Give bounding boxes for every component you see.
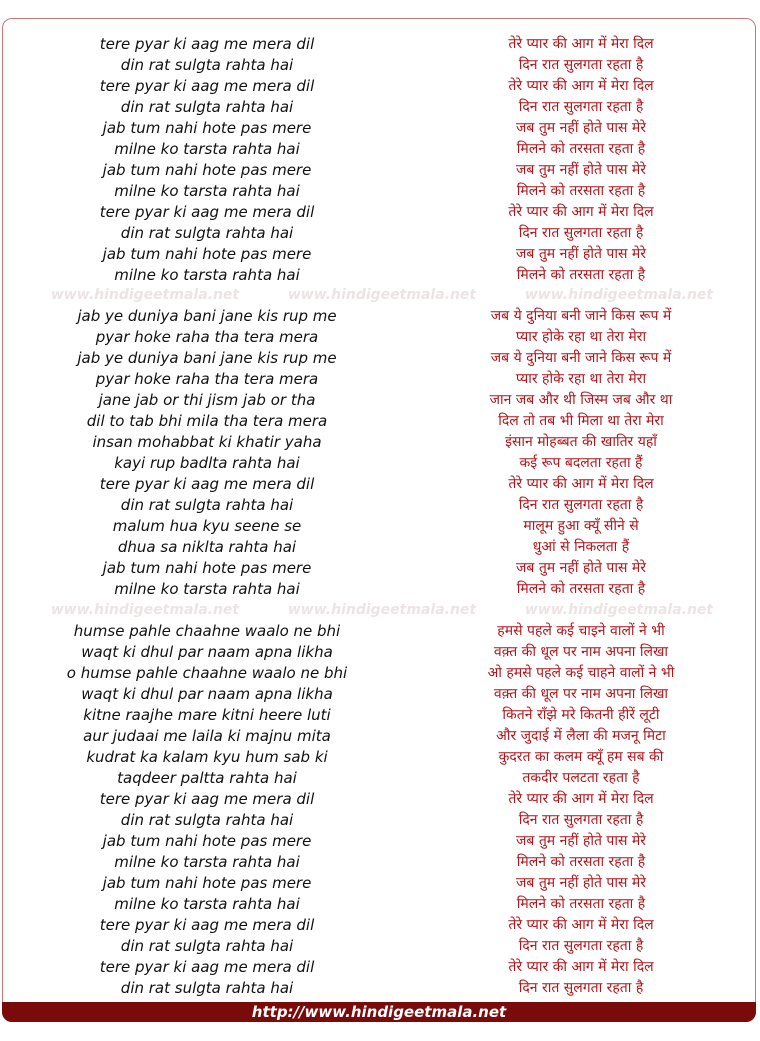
- lyric-roman: dhua sa niklta rahta hai: [117, 538, 297, 556]
- watermark-text: www.hindigeetmala.net: [524, 287, 714, 303]
- lyric-hindi: मिलने को तरसता रहता है: [516, 141, 646, 157]
- lyric-line: [0, 915, 760, 936]
- lyric-line: [0, 768, 760, 789]
- lyric-roman: milne ko tarsta rahta hai: [114, 895, 300, 913]
- lyric-line: [0, 118, 760, 139]
- lyric-line: [0, 34, 760, 55]
- lyric-roman: tere pyar ki aag me mera dil: [99, 203, 315, 221]
- lyric-line: [0, 558, 760, 579]
- lyric-roman: milne ko tarsta rahta hai: [114, 140, 300, 158]
- lyric-line: [0, 957, 760, 978]
- lyric-line: [0, 579, 760, 600]
- lyric-line: [0, 474, 760, 495]
- watermark-text: www.hindigeetmala.net: [287, 602, 477, 618]
- lyric-line: [0, 747, 760, 768]
- lyric-hindi: मिलने को तरसता रहता है: [516, 896, 646, 912]
- lyric-hindi: दिन रात सुलगता रहता है: [518, 938, 644, 954]
- lyric-hindi: धुआं से निकलता हैं: [532, 539, 630, 555]
- lyric-line: [0, 97, 760, 118]
- lyric-roman: jab tum nahi hote pas mere: [102, 832, 312, 850]
- lyric-roman: tere pyar ki aag me mera dil: [99, 475, 315, 493]
- lyric-roman: jab ye duniya bani jane kis rup me: [77, 349, 337, 367]
- lyric-roman: tere pyar ki aag me mera dil: [99, 77, 315, 95]
- lyric-roman: milne ko tarsta rahta hai: [114, 266, 300, 284]
- lyric-roman: din rat sulgta rahta hai: [120, 496, 294, 514]
- watermark-text: www.hindigeetmala.net: [287, 287, 477, 303]
- lyric-hindi: ओ हमसे पहले कई चाहने वालों ने भी: [487, 665, 675, 681]
- lyric-hindi: तेरे प्यार की आग में मेरा दिल: [508, 36, 654, 52]
- lyric-hindi: प्यार होके रहा था तेरा मेरा: [515, 371, 647, 387]
- lyric-roman: jab tum nahi hote pas mere: [102, 245, 312, 263]
- lyric-hindi: वक़्त की धूल पर नाम अपना लिखा: [493, 686, 669, 702]
- lyric-roman: din rat sulgta rahta hai: [120, 811, 294, 829]
- lyric-line: [0, 789, 760, 810]
- lyric-roman: taqdeer paltta rahta hai: [117, 769, 297, 787]
- lyric-hindi: दिन रात सुलगता रहता है: [518, 497, 644, 513]
- lyric-roman: malum hua kyu seene se: [112, 517, 302, 535]
- lyric-roman: kitne raajhe mare kitni heere luti: [83, 706, 331, 724]
- watermark-row: [0, 285, 760, 305]
- lyric-hindi: जब तुम नहीं होते पास मेरे: [516, 120, 646, 136]
- lyric-line: [0, 411, 760, 432]
- lyric-line: [0, 55, 760, 76]
- lyric-hindi: जब तुम नहीं होते पास मेरे: [516, 246, 646, 262]
- lyric-hindi: वक़्त की धूल पर नाम अपना लिखा: [493, 644, 669, 660]
- lyric-hindi: और जुदाई में लैला की मजनू मिटा: [496, 728, 666, 744]
- lyric-line: [0, 265, 760, 286]
- lyric-roman: din rat sulgta rahta hai: [120, 224, 294, 242]
- lyric-line: [0, 432, 760, 453]
- lyric-line: [0, 495, 760, 516]
- lyric-hindi: तेरे प्यार की आग में मेरा दिल: [508, 917, 654, 933]
- lyric-hindi: तेरे प्यार की आग में मेरा दिल: [508, 959, 654, 975]
- lyric-hindi: दिन रात सुलगता रहता है: [518, 57, 644, 73]
- lyric-line: [0, 244, 760, 265]
- lyric-roman: din rat sulgta rahta hai: [120, 56, 294, 74]
- lyric-roman: waqt ki dhul par naam apna likha: [81, 643, 333, 661]
- lyric-roman: tere pyar ki aag me mera dil: [99, 916, 315, 934]
- lyric-roman: jane jab or thi jism jab or tha: [98, 391, 316, 409]
- lyric-hindi: दिन रात सुलगता रहता है: [518, 812, 644, 828]
- lyric-hindi: हमसे पहले कई चाइने वालों ने भी: [497, 623, 665, 639]
- lyric-hindi: कुदरत का कलम क्यूँ हम सब की: [498, 749, 664, 765]
- lyric-line: [0, 936, 760, 957]
- lyric-roman: kayi rup badlta rahta hai: [114, 454, 300, 472]
- lyric-hindi: तेरे प्यार की आग में मेरा दिल: [508, 204, 654, 220]
- lyric-line: [0, 663, 760, 684]
- lyric-roman: milne ko tarsta rahta hai: [114, 580, 300, 598]
- lyric-roman: tere pyar ki aag me mera dil: [99, 958, 315, 976]
- lyric-line: [0, 978, 760, 999]
- watermark-text: www.hindigeetmala.net: [524, 602, 714, 618]
- lyric-hindi: दिन रात सुलगता रहता है: [518, 99, 644, 115]
- lyric-line: [0, 642, 760, 663]
- lyric-hindi: तेरे प्यार की आग में मेरा दिल: [508, 78, 654, 94]
- lyric-hindi: तकदीर पलटता रहता है: [522, 770, 640, 786]
- lyric-roman: o humse pahle chaahne waalo ne bhi: [66, 664, 348, 682]
- lyric-hindi: जब ये दुनिया बनी जाने किस रूप में: [490, 350, 672, 366]
- lyric-line: [0, 852, 760, 873]
- lyric-hindi: जब ये दुनिया बनी जाने किस रूप में: [490, 308, 672, 324]
- lyric-roman: din rat sulgta rahta hai: [120, 98, 294, 116]
- lyric-line: [0, 348, 760, 369]
- lyric-roman: waqt ki dhul par naam apna likha: [81, 685, 333, 703]
- lyric-line: [0, 621, 760, 642]
- lyric-line: [0, 873, 760, 894]
- lyric-line: [0, 810, 760, 831]
- lyric-hindi: जब तुम नहीं होते पास मेरे: [516, 560, 646, 576]
- lyric-hindi: मिलने को तरसता रहता है: [516, 581, 646, 597]
- lyric-hindi: जब तुम नहीं होते पास मेरे: [516, 875, 646, 891]
- lyric-roman: jab tum nahi hote pas mere: [102, 559, 312, 577]
- lyric-line: [0, 684, 760, 705]
- lyric-line: [0, 537, 760, 558]
- lyric-roman: aur judaai me laila ki majnu mita: [83, 727, 331, 745]
- lyric-roman: kudrat ka kalam kyu hum sab ki: [86, 748, 328, 766]
- lyric-line: [0, 453, 760, 474]
- lyric-line: [0, 726, 760, 747]
- lyric-hindi: दिन रात सुलगता रहता है: [518, 225, 644, 241]
- lyric-line: [0, 831, 760, 852]
- lyric-hindi: दिल तो तब भी मिला था तेरा मेरा: [498, 413, 664, 429]
- lyric-line: [0, 181, 760, 202]
- lyric-roman: jab ye duniya bani jane kis rup me: [77, 307, 337, 325]
- lyric-roman: pyar hoke raha tha tera mera: [95, 370, 319, 388]
- footer-url[interactable]: http://www.hindigeetmala.net: [2, 1002, 756, 1022]
- lyric-hindi: मालूम हुआ क्यूँ सीने से: [523, 518, 639, 534]
- lyric-line: [0, 327, 760, 348]
- lyric-hindi: तेरे प्यार की आग में मेरा दिल: [508, 476, 654, 492]
- lyric-hindi: दिन रात सुलगता रहता है: [518, 980, 644, 996]
- watermark-text: www.hindigeetmala.net: [50, 287, 240, 303]
- lyric-roman: din rat sulgta rahta hai: [120, 937, 294, 955]
- lyric-hindi: कई रूप बदलता रहता हैं: [519, 455, 643, 471]
- lyric-roman: din rat sulgta rahta hai: [120, 979, 294, 997]
- lyric-hindi: जब तुम नहीं होते पास मेरे: [516, 162, 646, 178]
- lyric-roman: milne ko tarsta rahta hai: [114, 182, 300, 200]
- lyric-line: [0, 894, 760, 915]
- lyric-roman: tere pyar ki aag me mera dil: [99, 35, 315, 53]
- lyric-hindi: तेरे प्यार की आग में मेरा दिल: [508, 791, 654, 807]
- lyric-line: [0, 705, 760, 726]
- lyric-roman: tere pyar ki aag me mera dil: [99, 790, 315, 808]
- watermark-row: [0, 600, 760, 620]
- lyric-line: [0, 160, 760, 181]
- lyric-roman: jab tum nahi hote pas mere: [102, 119, 312, 137]
- lyric-hindi: मिलने को तरसता रहता है: [516, 267, 646, 283]
- watermark-text: www.hindigeetmala.net: [50, 602, 240, 618]
- lyric-line: [0, 76, 760, 97]
- lyric-roman: jab tum nahi hote pas mere: [102, 161, 312, 179]
- lyric-line: [0, 369, 760, 390]
- lyric-hindi: मिलने को तरसता रहता है: [516, 854, 646, 870]
- lyric-roman: jab tum nahi hote pas mere: [102, 874, 312, 892]
- lyric-roman: dil to tab bhi mila tha tera mera: [86, 412, 328, 430]
- lyric-roman: insan mohabbat ki khatir yaha: [92, 433, 322, 451]
- lyric-roman: milne ko tarsta rahta hai: [114, 853, 300, 871]
- lyric-line: [0, 223, 760, 244]
- lyric-hindi: मिलने को तरसता रहता है: [516, 183, 646, 199]
- lyric-roman: pyar hoke raha tha tera mera: [95, 328, 319, 346]
- lyric-hindi: प्यार होके रहा था तेरा मेरा: [515, 329, 647, 345]
- lyric-line: [0, 139, 760, 160]
- lyric-line: [0, 516, 760, 537]
- lyric-line: [0, 390, 760, 411]
- lyric-line: [0, 306, 760, 327]
- lyric-hindi: जान जब और थी जिस्म जब और था: [489, 392, 673, 408]
- lyric-hindi: कितने राँझे मरे कितनी हीरें लूटी: [502, 707, 660, 723]
- lyric-hindi: जब तुम नहीं होते पास मेरे: [516, 833, 646, 849]
- lyric-roman: humse pahle chaahne waalo ne bhi: [73, 622, 341, 640]
- lyric-line: [0, 202, 760, 223]
- lyric-hindi: इंसान मोहब्बत की खातिर यहाँ: [505, 434, 657, 450]
